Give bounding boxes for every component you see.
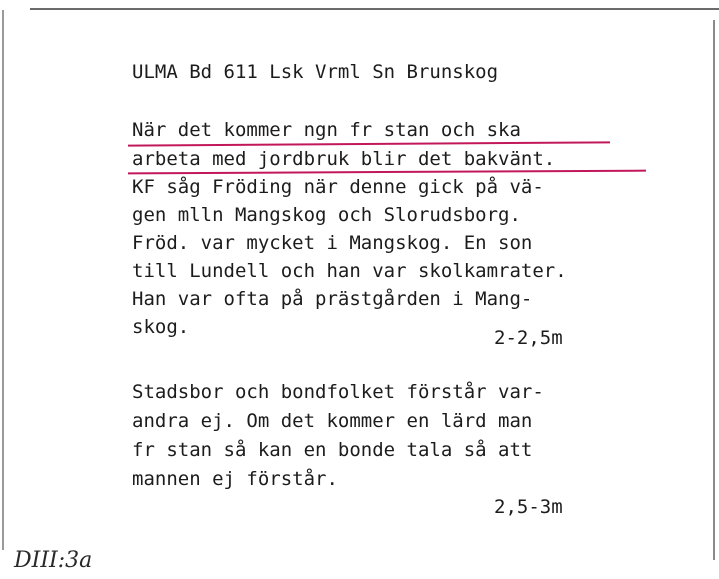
card-header: ULMA Bd 611 Lsk Vrml Sn Brunskog	[132, 61, 499, 83]
paragraph1-line-3: KF såg Fröding när denne gick på vä-	[132, 176, 544, 198]
paragraph1-line-8: skog.	[132, 316, 190, 338]
card-right-edge	[713, 20, 715, 560]
card-top-edge	[30, 8, 719, 10]
paragraph2-depth-range: 2,5-3m	[494, 496, 563, 518]
paragraph2-line-4: mannen ej förstår.	[132, 468, 338, 490]
paragraph2-line-3: fr stan så kan en bonde tala så att	[132, 439, 533, 461]
paragraph1-line-1: När det kommer ngn fr stan och ska	[132, 119, 521, 141]
paragraph2-line-1: Stadsbor och bondfolket förstår var-	[132, 381, 544, 403]
paragraph1-line-6: till Lundell och han var skolkamrater.	[132, 260, 567, 282]
red-underline-1	[128, 141, 610, 146]
paragraph1-line-4: gen mlln Mangskog och Slorudsborg.	[132, 204, 521, 226]
paragraph1-line-2: arbeta med jordbruk blir det bakvänt.	[132, 148, 556, 170]
paragraph1-line-5: Fröd. var mycket i Mangskog. En son	[132, 232, 533, 254]
paragraph1-depth-range: 2-2,5m	[494, 327, 563, 349]
paragraph1-line-7: Han var ofta på prästgården i Mang-	[132, 288, 533, 310]
paragraph2-line-2: andra ej. Om det kommer en lärd man	[132, 410, 533, 432]
card-left-edge	[2, 10, 4, 550]
catalog-mark: DIII:3a	[14, 548, 93, 573]
